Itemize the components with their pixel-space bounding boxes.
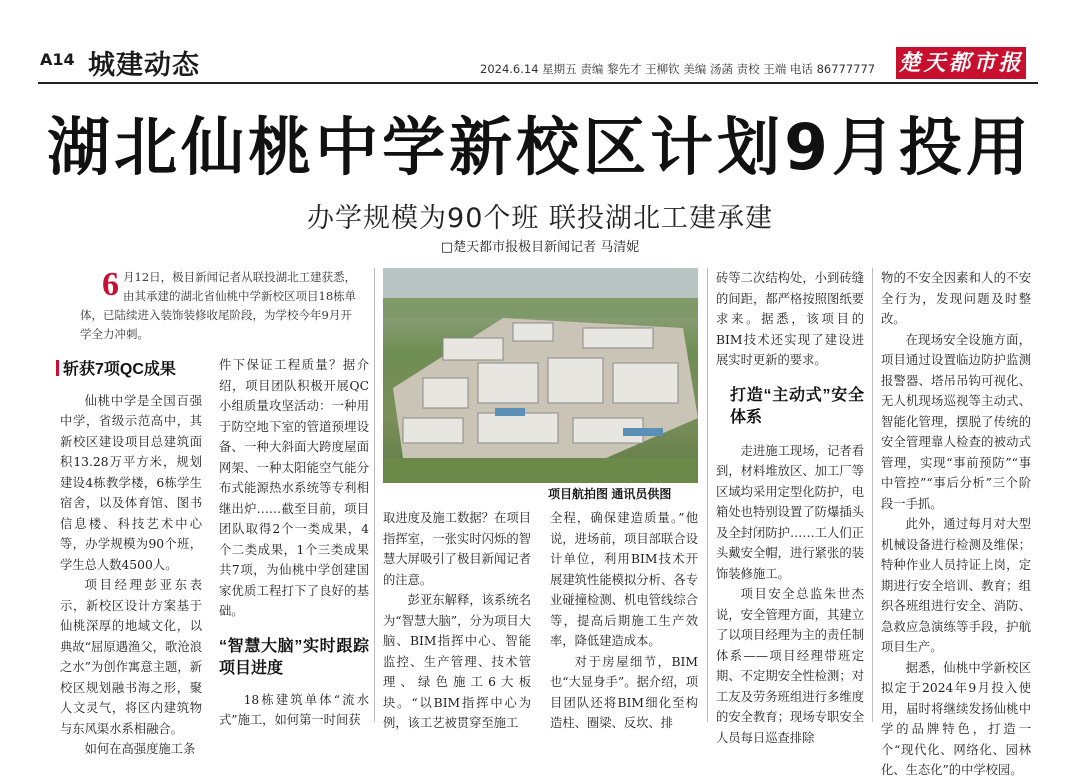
column-6 — [881, 268, 1031, 777]
paragraph: 项目安全总监朱世杰说，安全管理方面，其建立了以项目经理为主的责任制体系——项目经理带班定期、不定期安全性检测；对工友及劳务班组进行多维度的安全教育；现场专职安全人员每日巡查排除 — [716, 587, 864, 745]
column-1 — [60, 360, 202, 756]
paragraph: 彭亚东解释，该系统名为“智慧大脑”，分为项目大脑、BIM指挥中心、智能监控、生产管理、技术管理、绿色施工6大板块。“以BIM指挥中心为例，该工艺被贯穿至施工 — [383, 593, 531, 730]
header-divider — [38, 82, 1038, 84]
headline: 湖北仙桃中学新校区计划9月投用 — [47, 111, 1033, 184]
paragraph: 在现场安全设施方面，项目通过设置临边防护监测报警器、塔吊吊钩可视化、无人机现场巡视等主动式、智能化管理，摆脱了传统的安全管理靠人检查的被动式管理，实现“事前预防”“事中管控”“事后分析”三个阶段一手抓。 — [881, 332, 1031, 511]
photo-caption: 项目航拍图 通讯员供图 — [548, 487, 672, 501]
column-2 — [219, 355, 369, 727]
lead-paragraph — [80, 268, 362, 344]
drop-cap: 6 — [102, 266, 119, 303]
paragraph: 砖等二次结构处，小到砖缝的间距，都严格按照图纸要求来。据悉，该项目的BIM技术还实现了建设进展实时更新的要求。 — [716, 271, 864, 367]
paragraph: 18栋建筑单体“流水式”施工，如何第一时间获 — [219, 692, 369, 727]
paragraph: 走进施工现场，记者看到，材料堆放区、加工厂等区域均采用定型化防护，电箱处也特别设置了防爆插头及全封闭防护……工人们正头戴安全帽，进行紧张的装饰装修施工。 — [716, 443, 864, 581]
column-divider — [872, 268, 873, 722]
paragraph: 取进度及施工数据？在项目指挥室，一张实时闪烁的智慧大屏吸引了极目新闻记者的注意。 — [383, 511, 531, 587]
newspaper-logo: 楚天都市报 — [896, 47, 1026, 79]
section-title: 城建动态 — [88, 50, 200, 81]
paragraph: 项目经理彭亚东表示，新校区设计方案基于仙桃深厚的地域文化，以典故“屈原遇渔父，歌沧浪之水”为创作寓意主题，新校区规划融书海之形，聚人文灵气，将区内建筑物与东风渠水系相融合。 — [60, 578, 202, 736]
column-4 — [550, 508, 698, 730]
column-divider — [707, 268, 708, 722]
issue-meta: 2024.6.14 星期五 责编 黎先才 王柳钦 美编 汤菡 责校 王端 电话 86777777 — [480, 62, 876, 76]
column-divider — [374, 268, 375, 722]
page-number: A14 — [40, 50, 75, 69]
column-3 — [383, 508, 531, 730]
subheadline: 办学规模为90个班 联投湖北工建承建 — [307, 203, 773, 234]
subheading-qc-text: 斩获7项QC成果 — [63, 361, 176, 378]
aerial-photo-art — [383, 268, 698, 483]
paragraph: 如何在高强度施工条 — [84, 742, 196, 756]
column-5 — [716, 268, 864, 745]
subheading-smart-brain: “智慧大脑”实时跟踪项目进度 — [219, 637, 369, 677]
paragraph: 仙桃中学是全国百强中学，省级示范高中，其新校区建设项目总建筑面积13.28万平方米，规划建设4栋教学楼，6栋学生宿舍，以及体育馆、图书信息楼、科技艺术中心等，办学规模为90个班，学生总人数4500人。 — [60, 393, 202, 572]
paragraph: 此外，通过每月对大型机械设备进行检测及维保；特种作业人员持证上岗，定期进行安全培训、教育；组织各班组进行安全、消防、急救应急演练等手段，护航项目生产。 — [881, 517, 1031, 654]
byline: □楚天都市报极目新闻记者 马清妮 — [440, 240, 640, 255]
lead-text: 月12日，极目新闻记者从联投湖北工建获悉，由其承建的湖北省仙桃中学新校区项目18栋单体，已陆续进入装饰装修收尾阶段，为学校今年9月开学全力冲刺。 — [80, 270, 357, 341]
paragraph: 物的不安全因素和人的不安全行为，发现问题及时整改。 — [881, 271, 1031, 326]
subheading-safety: 打造“主动式”安全体系 — [730, 386, 864, 426]
subheading-qc — [56, 360, 202, 381]
paragraph: 据悉，仙桃中学新校区拟定于2024年9月投入使用，届时将继续发扬仙桃中学的品牌特色，打造一个“现代化、网络化、园林化、生态化”的中学校园。 — [881, 660, 1031, 777]
aerial-photo — [383, 268, 698, 483]
paragraph: 对于房屋细节，BIM也“大显身手”。据介绍，项目团队还将BIM细化至构造柱、圈梁、反坎、排 — [550, 654, 698, 730]
heading-bar — [56, 360, 59, 376]
paragraph: 件下保证工程质量？据介绍，项目团队积极开展QC小组质量攻坚活动：一种用于防空地下室的管道预埋设备、一种大斜面大跨度屋面网架、一种太阳能空气能分布式能源热水系统等专利相继出炉……截至目前，项目团队取得2个一类成果，4个二类成果，1个三类成果共7项，为仙桃中学创建国家优质工程打下了良好的基础。 — [219, 358, 369, 618]
paragraph: 全程，确保建造质量。”他说，进场前，项目部联合设计单位，利用BIM技术开展建筑性能模拟分析、各专业碰撞检测、机电管线综合等，提高后期施工生产效率，降低建造成本。 — [550, 511, 698, 648]
